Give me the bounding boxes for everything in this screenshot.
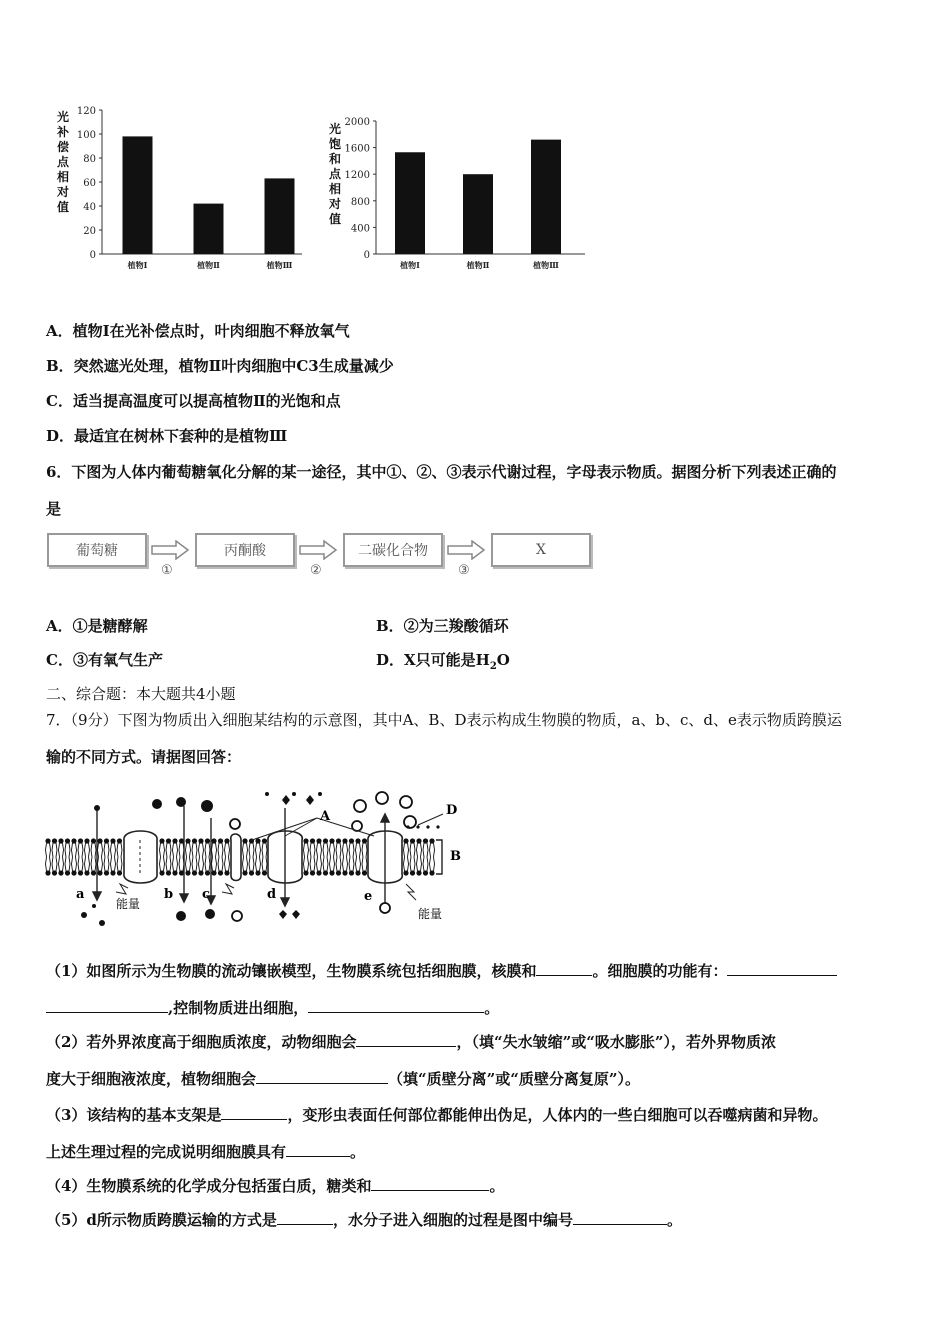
flow-step-3: ③ — [458, 563, 470, 578]
chart-1-ylabel: 光补偿点相对值 — [56, 110, 69, 214]
y-tick-label: 1200 — [344, 170, 370, 182]
bar — [265, 178, 295, 254]
energy-label: 能量 — [116, 897, 141, 911]
y-tick-label: 20 — [83, 226, 96, 237]
q6-option-b: B．②为三羧酸循环 — [376, 617, 509, 635]
carrier-protein-icon — [231, 834, 241, 881]
x-tick-label: 植物Ⅰ — [127, 260, 148, 270]
answer-blank[interactable] — [536, 961, 592, 976]
flow-step-2: ② — [310, 563, 322, 578]
q7-stem-2: 输的不同方式。请据图回答： — [46, 748, 242, 766]
q7-p5-text-c: 。 — [666, 1211, 682, 1229]
q7-p3-text-b: ，变形虫表面任何部位都能伸出伪足，人体内的一些白细胞可以吞噬病菌和异物。 — [287, 1106, 828, 1124]
answer-blank[interactable] — [356, 1032, 456, 1047]
answer-blank[interactable] — [286, 1142, 350, 1157]
y-tick-label: 60 — [83, 178, 96, 189]
y-tick-label: 0 — [363, 250, 370, 261]
q7-p3-text-c: 上述生理过程的完成说明细胞膜具有 — [46, 1143, 287, 1161]
q7-p4-text-a: （4）生物膜系统的化学成分包括蛋白质，糖类和 — [46, 1177, 372, 1195]
bar — [395, 152, 425, 254]
answer-blank[interactable] — [308, 998, 484, 1013]
y-tick-label: 1600 — [344, 143, 370, 155]
label-b: b — [164, 887, 174, 902]
q7-p1-text-b: 。细胞膜的功能有： — [592, 962, 728, 980]
bar — [123, 136, 153, 254]
q7-p2-text-c: 度大于细胞液浓度，植物细胞会 — [46, 1070, 257, 1088]
y-tick-label: 0 — [89, 250, 96, 261]
y-tick-label: 100 — [76, 130, 96, 141]
label-c: c — [202, 887, 210, 902]
q7-part-2 — [46, 1024, 908, 1098]
answer-blank[interactable] — [221, 1105, 287, 1120]
x-tick-label: 植物Ⅲ — [266, 260, 293, 270]
q6-stem-1: 6．下图为人体内葡萄糖氧化分解的某一途径，其中①、②、③表示代谢过程，字母表示物质。据图分析下列表述正确的 — [46, 463, 837, 481]
q6-option-d — [376, 649, 510, 672]
q6-option-d-text: D．X只可能是H — [376, 651, 490, 669]
q7-part-3 — [46, 1097, 908, 1171]
q7-p2-text-a: （2）若外界浓度高于细胞质浓度，动物细胞会 — [46, 1033, 357, 1051]
bar — [531, 140, 561, 254]
q6-stem-2: 是 — [46, 500, 62, 518]
q6-option-a: A．①是糖酵解 — [46, 617, 148, 635]
label-d: d — [267, 887, 277, 902]
q7-stem-1: 7．（9分）下图为物质出入细胞某结构的示意图，其中A、B、D表示构成生物膜的物质，a、b、c、d、e表示物质跨膜运 — [46, 711, 842, 729]
q7-p5-text-b: ，水分子进入细胞的过程是图中编号 — [332, 1211, 573, 1229]
chart-2-ylabel: 光饱和点相对值 — [328, 122, 341, 226]
q5-option-a: A．植物Ⅰ在光补偿点时，叶肉细胞不释放氧气 — [46, 322, 350, 340]
answer-blank[interactable] — [371, 1176, 489, 1191]
label-a: a — [76, 887, 85, 902]
y-tick-label: 800 — [350, 196, 370, 208]
y-tick-label: 400 — [350, 223, 370, 235]
flow-arrow-icon — [298, 540, 338, 560]
q6-option-d-sub: 2 — [489, 661, 497, 672]
q7-part-4 — [46, 1168, 908, 1205]
q7-p1-text-a: （1）如图所示为生物膜的流动镶嵌模型，生物膜系统包括细胞膜，核膜和 — [46, 962, 537, 980]
x-tick-label: 植物Ⅰ — [400, 260, 420, 270]
membrane-diagram — [44, 788, 474, 928]
q5-option-c: C．适当提高温度可以提高植物Ⅱ的光饱和点 — [46, 392, 341, 410]
q7-p4-text-b: 。 — [489, 1177, 505, 1195]
flow-box-pyruvate: 丙酮酸 — [195, 533, 295, 567]
q7-p3-text-a: （3）该结构的基本支架是 — [46, 1106, 222, 1124]
x-tick-label: 植物Ⅲ — [533, 260, 559, 270]
section-heading: 二、综合题：本大题共4小题 — [46, 685, 236, 703]
x-tick-label: 植物Ⅱ — [466, 260, 490, 270]
q7-p2-text-d: （填“质壁分离”或“质壁分离复原”）。 — [388, 1070, 641, 1088]
flow-box-x: X — [491, 533, 591, 567]
q7-part-5 — [46, 1202, 908, 1239]
answer-blank[interactable] — [46, 998, 168, 1013]
flow-arrow-icon — [150, 540, 190, 560]
flow-box-glucose: 葡萄糖 — [47, 533, 147, 567]
answer-blank[interactable] — [573, 1210, 667, 1225]
q6-option-c: C．③有氧气生产 — [46, 651, 163, 669]
channel-protein-icon — [124, 831, 157, 883]
q7-p5-text-a: （5）d所示物质跨膜运输的方式是 — [46, 1211, 277, 1229]
answer-blank[interactable] — [256, 1069, 388, 1084]
q7-p2-text-b: ，（填“失水皱缩”或“吸水膨胀”），若外界物质浓 — [456, 1033, 776, 1051]
q7-p1-text-c: ,控制物质进出细胞， — [168, 999, 309, 1017]
q5-option-b: B．突然遮光处理，植物Ⅱ叶肉细胞中C3生成量减少 — [46, 357, 394, 375]
chart-1-svg — [70, 104, 310, 274]
flow-arrow-icon — [446, 540, 486, 560]
q7-part-1 — [46, 953, 908, 1027]
q7-p3-text-d: 。 — [350, 1143, 366, 1161]
answer-blank[interactable] — [727, 961, 837, 976]
chart-2-svg — [340, 114, 590, 274]
energy-label: 能量 — [418, 907, 443, 921]
y-tick-label: 2000 — [344, 117, 370, 128]
label-b-upper: B — [450, 849, 461, 864]
y-tick-label: 120 — [76, 106, 96, 117]
q5-option-d: D．最适宜在树林下套种的是植物Ⅲ — [46, 427, 288, 445]
label-e: e — [364, 889, 373, 904]
y-tick-label: 40 — [83, 202, 96, 213]
label-a-upper: A — [320, 809, 331, 824]
label-d-upper: D — [446, 803, 458, 818]
bar — [463, 174, 493, 254]
y-tick-label: 80 — [83, 154, 96, 165]
x-tick-label: 植物Ⅱ — [197, 260, 220, 270]
q6-option-d-text-end: O — [496, 651, 510, 669]
answer-blank[interactable] — [277, 1210, 333, 1225]
q7-p1-text-d: 。 — [484, 999, 500, 1017]
flow-step-1: ① — [161, 563, 173, 578]
flow-box-two-carbon: 二碳化合物 — [343, 533, 443, 567]
bar — [194, 204, 224, 254]
